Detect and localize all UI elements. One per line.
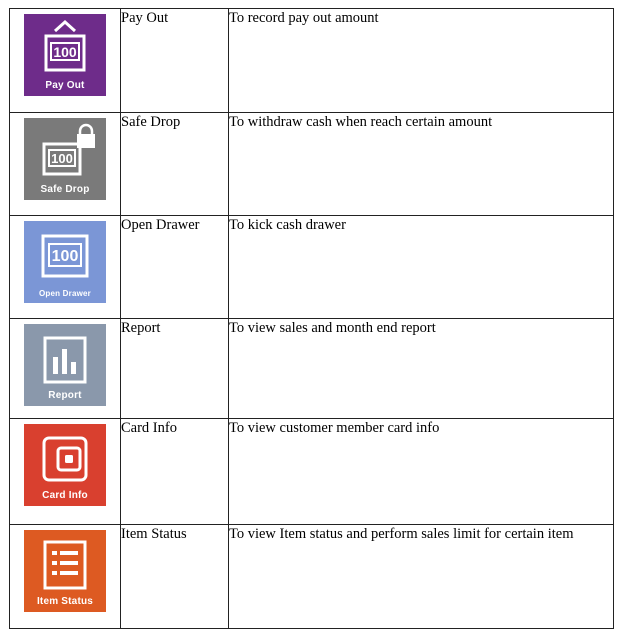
function-description: To view sales and month end report <box>229 319 614 419</box>
function-name: Card Info <box>121 419 229 525</box>
tile-label: Card Info <box>42 490 88 501</box>
card-info-tile[interactable] <box>24 424 106 506</box>
table-row <box>10 9 614 113</box>
function-description: To view Item status and perform sales limit for certain item <box>229 525 614 629</box>
svg-text:100: 100 <box>51 248 79 265</box>
function-name: Pay Out <box>121 9 229 113</box>
report-tile[interactable] <box>24 324 106 406</box>
table-row <box>10 216 614 319</box>
table-row <box>10 419 614 525</box>
function-name: Item Status <box>121 525 229 629</box>
table-row <box>10 525 614 629</box>
function-name: Safe Drop <box>121 113 229 216</box>
tile-label: Pay Out <box>45 80 85 91</box>
tile-label: Open Drawer <box>39 289 91 298</box>
function-description: To view customer member card info <box>229 419 614 525</box>
function-description: To withdraw cash when reach certain amount <box>229 113 614 216</box>
function-name: Open Drawer <box>121 216 229 319</box>
pay-out-tile[interactable] <box>24 14 106 96</box>
tile-label: Report <box>48 390 82 401</box>
tile-label: Item Status <box>36 596 94 607</box>
function-description: To kick cash drawer <box>229 216 614 319</box>
safe-drop-tile[interactable] <box>24 118 106 200</box>
svg-text:100: 100 <box>53 44 77 60</box>
open-drawer-tile[interactable] <box>24 221 106 303</box>
table-row <box>10 113 614 216</box>
tile-label: Safe Drop <box>40 184 90 195</box>
table-row <box>10 319 614 419</box>
svg-text:100: 100 <box>51 151 73 166</box>
item-status-tile[interactable] <box>24 530 106 612</box>
function-description: To record pay out amount <box>229 9 614 113</box>
function-name: Report <box>121 319 229 419</box>
function-table <box>9 8 614 629</box>
